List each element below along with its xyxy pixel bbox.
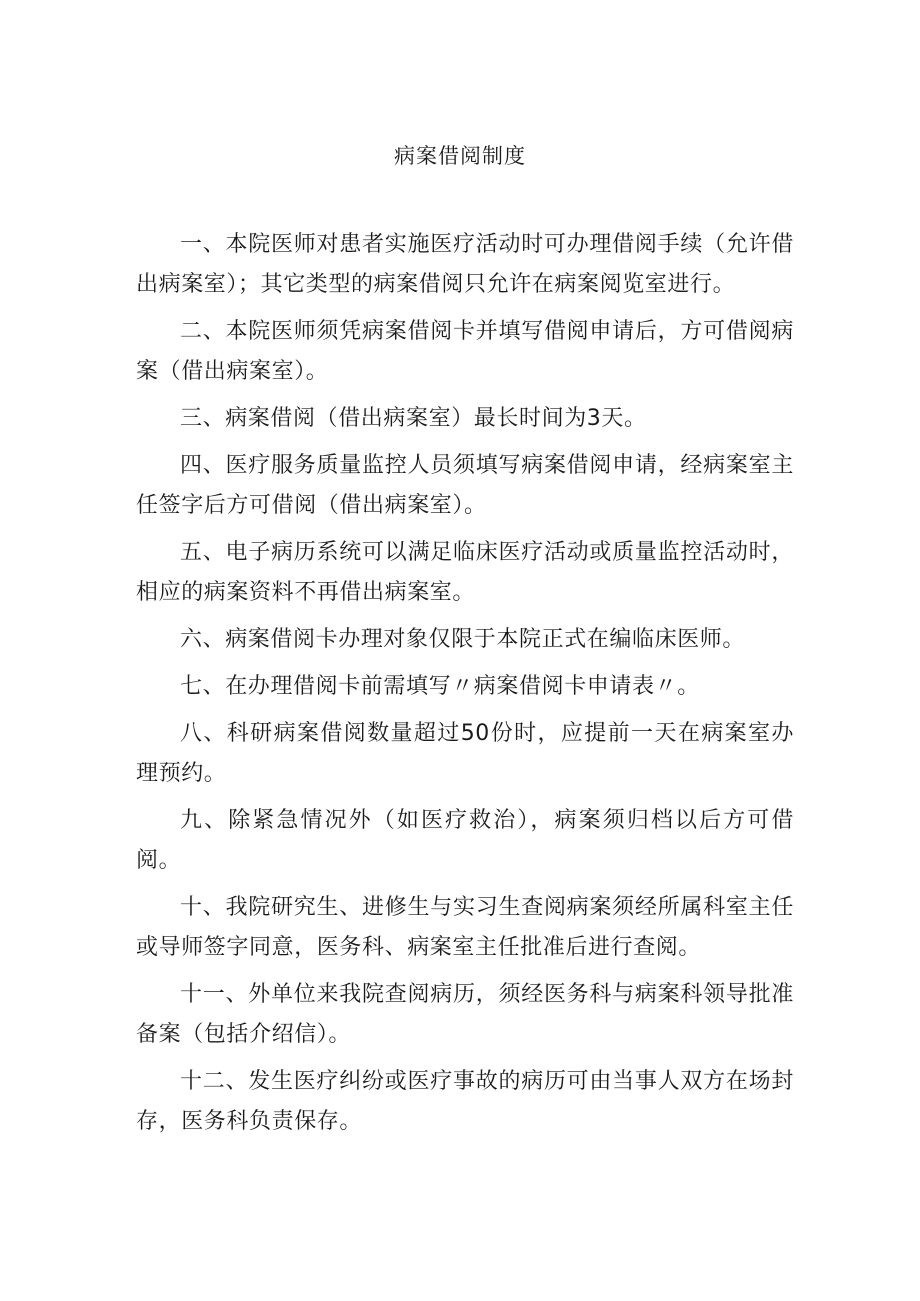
- clause-3: 三、病案借阅（借出病案室）最长时间为3天。: [180, 406, 647, 431]
- document-title: 病案借阅制度: [394, 144, 526, 168]
- clause-11: 十一、外单位来我院查阅病历，须经医务科与病案科领导批准备案（包括介绍信）。: [136, 982, 794, 1047]
- clause-7: 七、在办理借阅卡前需填写〃病案借阅卡申请表〃。: [180, 674, 700, 699]
- clause-12: 十二、发生医疗纠纷或医疗事故的病历可由当事人双方在场封存，医务科负责保存。: [136, 1069, 794, 1134]
- clause-2: 二、本院医师须凭病案借阅卡并填写借阅申请后，方可借阅病案（借出病案室）。: [136, 319, 794, 384]
- clause-5: 五、电子病历系统可以满足临床医疗活动或质量监控活动时，相应的病案资料不再借出病案室。: [136, 540, 794, 605]
- clause-6: 六、病案借阅卡办理对象仅限于本院正式在编临床医师。: [180, 627, 746, 652]
- clause-9: 九、除紧急情况外（如医疗救治），病案须归档以后方可借阅。: [136, 808, 794, 873]
- clause-1: 一、本院医师对患者实施医疗活动时可办理借阅手续（允许借出病案室）；其它类型的病案借阅只允许在病案阅览室进行。: [136, 232, 794, 297]
- clause-10: 十、我院研究生、进修生与实习生查阅病案须经所属科室主任或导师签字同意，医务科、病案室主任批准后进行查阅。: [136, 895, 794, 960]
- clause-list: [136, 225, 794, 1149]
- clause-8: 八、科研病案借阅数量超过50份时，应提前一天在病案室办理预约。: [136, 721, 794, 786]
- clause-4: 四、医疗服务质量监控人员须填写病案借阅申请，经病案室主任签字后方可借阅（借出病案室）。: [136, 453, 794, 518]
